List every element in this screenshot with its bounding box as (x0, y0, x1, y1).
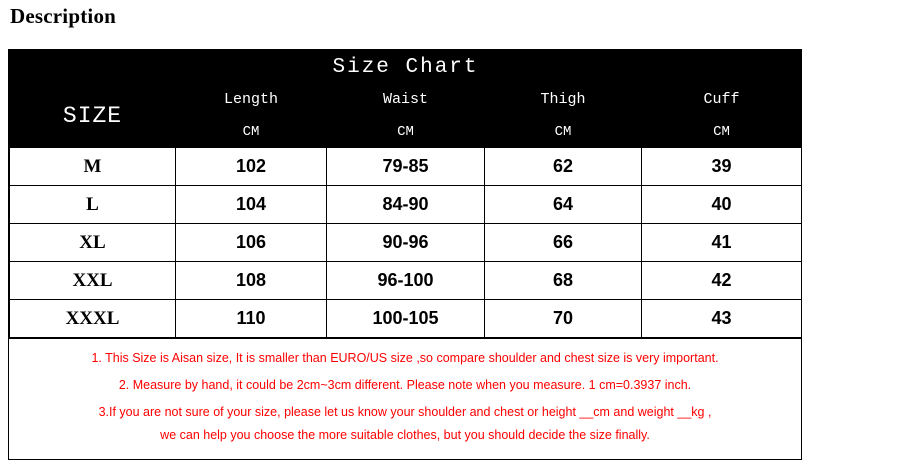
cell-waist: 84-90 (327, 186, 485, 224)
chart-title: Size Chart (10, 51, 802, 84)
note-3-continued: we can help you choose the more suitable clothes, but you should decide the size finally. (160, 427, 650, 442)
cell-thigh: 64 (485, 186, 642, 224)
table-row (10, 148, 802, 186)
size-notes (9, 338, 801, 459)
note-1: 1. This Size is Aisan size, It is smaller than EURO/US size ,so compare shoulder and chest size is very important. (91, 351, 719, 365)
cell-cuff: 39 (642, 148, 802, 186)
cell-thigh: 66 (485, 224, 642, 262)
table-row (10, 262, 802, 300)
size-chart-table (9, 50, 802, 338)
unit-waist: CM (327, 116, 485, 148)
header-thigh: Thigh (485, 84, 642, 116)
cell-thigh: 68 (485, 262, 642, 300)
unit-length: CM (176, 116, 327, 148)
cell-cuff: 42 (642, 262, 802, 300)
unit-thigh: CM (485, 116, 642, 148)
cell-size: M (10, 148, 176, 186)
cell-waist: 90-96 (327, 224, 485, 262)
cell-length: 110 (176, 300, 327, 338)
unit-cuff: CM (642, 116, 802, 148)
cell-size: XXXL (10, 300, 176, 338)
cell-length: 106 (176, 224, 327, 262)
cell-thigh: 70 (485, 300, 642, 338)
table-row (10, 300, 802, 338)
cell-waist: 96-100 (327, 262, 485, 300)
size-chart-container (8, 49, 802, 460)
header-row-labels (10, 84, 802, 116)
header-length: Length (176, 84, 327, 116)
cell-length: 108 (176, 262, 327, 300)
note-2: 2. Measure by hand, it could be 2cm~3cm different. Please note when you measure. 1 cm=0.3937 inch. (118, 377, 692, 392)
page-title: Description (10, 4, 117, 28)
note-3: 3.If you are not sure of your size, please let us know your shoulder and chest or height __cm and weight __kg , (98, 404, 712, 419)
cell-length: 102 (176, 148, 327, 186)
cell-size: L (10, 186, 176, 224)
chart-title-row (10, 51, 802, 84)
cell-waist: 100-105 (327, 300, 485, 338)
cell-length: 104 (176, 186, 327, 224)
header-waist: Waist (327, 84, 485, 116)
cell-size: XL (10, 224, 176, 262)
cell-size: XXL (10, 262, 176, 300)
cell-cuff: 40 (642, 186, 802, 224)
header-cuff: Cuff (642, 84, 802, 116)
cell-thigh: 62 (485, 148, 642, 186)
cell-waist: 79-85 (327, 148, 485, 186)
cell-cuff: 43 (642, 300, 802, 338)
table-row (10, 224, 802, 262)
cell-cuff: 41 (642, 224, 802, 262)
header-size: SIZE (10, 84, 176, 148)
table-row (10, 186, 802, 224)
